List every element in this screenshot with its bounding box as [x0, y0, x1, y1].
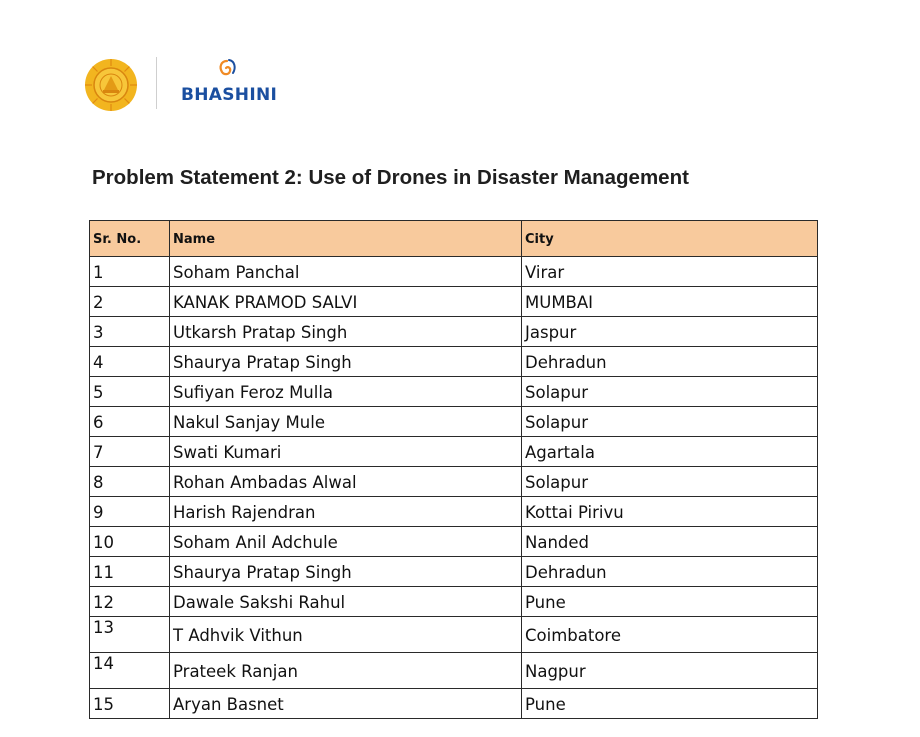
cell-city: Jaspur: [522, 317, 818, 347]
table-row: [90, 377, 818, 407]
table-row: [90, 617, 818, 653]
cell-sr-no: 4: [90, 347, 170, 377]
table-row: [90, 689, 818, 719]
page-title: Problem Statement 2: Use of Drones in Disaster Management: [92, 166, 689, 189]
cell-sr-no: 14: [90, 653, 170, 689]
cell-name: Prateek Ranjan: [170, 653, 522, 689]
participants-table: [89, 220, 818, 719]
cell-city: Solapur: [522, 407, 818, 437]
cell-name: Soham Panchal: [170, 257, 522, 287]
cell-sr-no: 8: [90, 467, 170, 497]
table-row: [90, 497, 818, 527]
cell-name: Swati Kumari: [170, 437, 522, 467]
logo-bar: [84, 55, 324, 113]
cell-sr-no: 2: [90, 287, 170, 317]
cell-name: Shaurya Pratap Singh: [170, 557, 522, 587]
cell-city: Nagpur: [522, 653, 818, 689]
cell-sr-no: 5: [90, 377, 170, 407]
cell-sr-no: 15: [90, 689, 170, 719]
table-row: [90, 317, 818, 347]
cell-city: Virar: [522, 257, 818, 287]
bhashini-swirl-icon: [216, 58, 238, 80]
cell-name: Rohan Ambadas Alwal: [170, 467, 522, 497]
cell-name: Aryan Basnet: [170, 689, 522, 719]
table-row: [90, 587, 818, 617]
cell-city: MUMBAI: [522, 287, 818, 317]
cell-name: Sufiyan Feroz Mulla: [170, 377, 522, 407]
cell-name: Nakul Sanjay Mule: [170, 407, 522, 437]
cell-city: Agartala: [522, 437, 818, 467]
cell-name: Shaurya Pratap Singh: [170, 347, 522, 377]
table-row: [90, 407, 818, 437]
column-header-name: Name: [170, 221, 522, 257]
cell-sr-no: 10: [90, 527, 170, 557]
logo-divider: [156, 57, 157, 109]
brand-name: BHASHINI: [181, 85, 278, 105]
cell-city: Pune: [522, 689, 818, 719]
cell-sr-no: 11: [90, 557, 170, 587]
maharashtra-seal-icon: [84, 58, 138, 112]
cell-city: Pune: [522, 587, 818, 617]
cell-city: Kottai Pirivu: [522, 497, 818, 527]
table-row: [90, 653, 818, 689]
cell-city: Solapur: [522, 377, 818, 407]
cell-city: Solapur: [522, 467, 818, 497]
table-row: [90, 287, 818, 317]
cell-name: T Adhvik Vithun: [170, 617, 522, 653]
table-row: [90, 527, 818, 557]
cell-name: Harish Rajendran: [170, 497, 522, 527]
cell-sr-no: 9: [90, 497, 170, 527]
cell-name: KANAK PRAMOD SALVI: [170, 287, 522, 317]
cell-name: Dawale Sakshi Rahul: [170, 587, 522, 617]
cell-city: Dehradun: [522, 347, 818, 377]
cell-sr-no: 13: [90, 617, 170, 653]
table-row: [90, 257, 818, 287]
cell-city: Dehradun: [522, 557, 818, 587]
cell-sr-no: 3: [90, 317, 170, 347]
table-row: [90, 347, 818, 377]
cell-sr-no: 1: [90, 257, 170, 287]
table-row: [90, 557, 818, 587]
table-row: [90, 467, 818, 497]
cell-city: Nanded: [522, 527, 818, 557]
cell-sr-no: 6: [90, 407, 170, 437]
cell-name: Soham Anil Adchule: [170, 527, 522, 557]
column-header-city: City: [522, 221, 818, 257]
cell-city: Coimbatore: [522, 617, 818, 653]
cell-name: Utkarsh Pratap Singh: [170, 317, 522, 347]
cell-sr-no: 7: [90, 437, 170, 467]
table-row: [90, 437, 818, 467]
cell-sr-no: 12: [90, 587, 170, 617]
column-header-sr-no: Sr. No.: [90, 221, 170, 257]
table-header-row: [90, 221, 818, 257]
